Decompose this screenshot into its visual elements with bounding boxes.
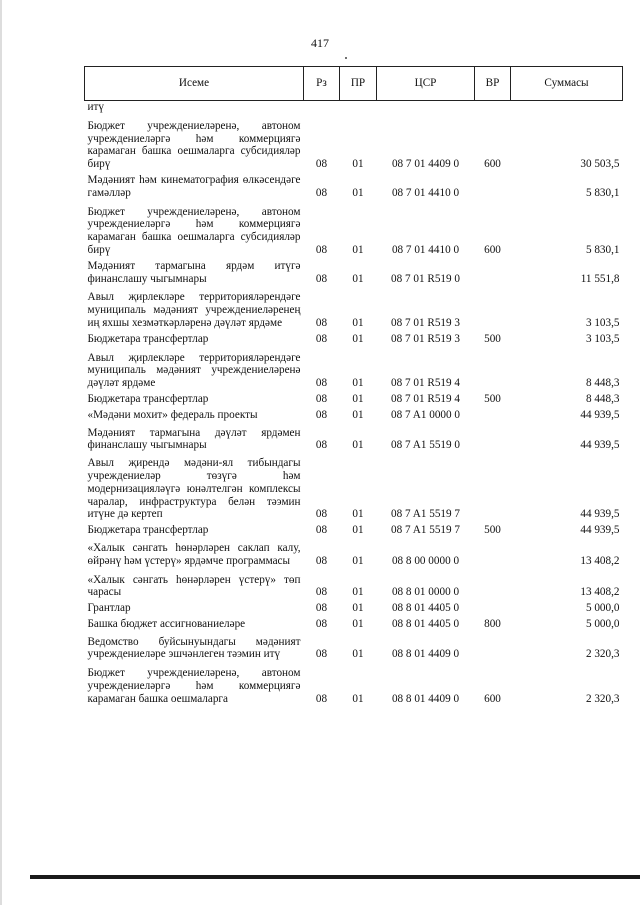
row-rz: 08 xyxy=(315,243,328,256)
row-vr xyxy=(475,422,511,453)
table-row xyxy=(85,615,623,631)
row-vr: 600 xyxy=(484,243,501,256)
row-csr: 08 8 01 0000 0 xyxy=(391,586,460,599)
row-sum: 30 503,5 xyxy=(580,158,620,171)
row-vr xyxy=(475,346,511,390)
row-rz: 08 xyxy=(315,186,328,199)
row-vr: 800 xyxy=(484,617,501,630)
row-csr: 08 7 01 R519 3 xyxy=(391,316,460,329)
row-pr: 01 xyxy=(352,586,364,599)
row-rz: 08 xyxy=(315,602,328,615)
table-row xyxy=(85,661,623,705)
table-row xyxy=(85,452,623,521)
row-sum: 44 939,5 xyxy=(580,439,620,452)
row-vr xyxy=(475,101,511,114)
row-name: итү xyxy=(87,101,104,113)
row-sum: 3 103,5 xyxy=(585,316,620,329)
row-csr: 08 7 01 4409 0 xyxy=(391,158,460,171)
row-name: Авыл җирлекләре территорияләрендәге муниципаль мәдәният учреждениеләренең иң яхшы хезмәткәрләренә дәүләт ярдәме xyxy=(87,291,301,329)
row-csr: 08 7 01 4410 0 xyxy=(391,186,460,199)
row-rz: 08 xyxy=(315,316,328,329)
row-name: Башка бюджет ассигнованиеләре xyxy=(87,617,246,630)
row-csr: 08 7 A1 5519 0 xyxy=(391,439,460,452)
table-row xyxy=(85,346,623,390)
row-rz: 08 xyxy=(315,377,328,390)
row-csr xyxy=(377,101,475,114)
table-row xyxy=(85,114,623,171)
header-name: Исеме xyxy=(85,67,304,101)
row-vr xyxy=(475,537,511,568)
row-rz: 08 xyxy=(315,272,328,285)
row-name: Бюджет учреждениеләренә, автоном учреждениеләргә һәм коммерциягә карамаган башка оешмаларга субсидияләр бирү xyxy=(87,119,301,171)
row-name: Мәдәният һәм кинематография өлкәсендәге гамәлләр xyxy=(87,173,301,199)
row-name: Мәдәният тармагына ярдәм итүгә финанслашу чыгымнары xyxy=(87,259,301,285)
table-row xyxy=(85,631,623,662)
row-pr: 01 xyxy=(352,377,364,390)
row-csr: 08 8 00 0000 0 xyxy=(391,554,460,567)
row-pr: 01 xyxy=(352,243,364,256)
row-csr: 08 8 01 4405 0 xyxy=(391,602,460,615)
row-csr: 08 8 01 4405 0 xyxy=(391,617,460,630)
row-pr: 01 xyxy=(352,524,364,537)
row-sum: 44 939,5 xyxy=(580,524,620,537)
table-row xyxy=(85,422,623,453)
row-vr: 600 xyxy=(484,692,501,705)
scan-dot xyxy=(345,57,347,59)
row-sum: 5 830,1 xyxy=(585,186,620,199)
row-sum: 5 000,0 xyxy=(585,602,620,615)
row-vr xyxy=(475,257,511,286)
row-sum: 3 103,5 xyxy=(585,332,620,345)
table-row xyxy=(85,568,623,600)
row-name: «Мәдәни мохит» федераль проекты xyxy=(87,408,258,421)
table-row xyxy=(85,330,623,346)
row-name: Бюджетара трансфертлар xyxy=(87,524,209,537)
row-pr: 01 xyxy=(352,617,364,630)
row-rz: 08 xyxy=(315,158,328,171)
table-row xyxy=(85,390,623,406)
row-name: Бюджет учреждениеләренә, автоном учреждениеләргә һәм коммерциягә карамаган башка оешмаларга субсидияләр бирү xyxy=(87,205,301,256)
row-pr: 01 xyxy=(352,186,364,199)
row-csr: 08 7 01 R519 4 xyxy=(391,377,460,390)
row-csr: 08 8 01 4409 0 xyxy=(391,648,460,661)
row-sum: 8 448,3 xyxy=(585,392,620,405)
row-csr: 08 7 01 R519 3 xyxy=(391,332,460,345)
row-rz: 08 xyxy=(315,586,328,599)
row-csr: 08 7 01 4410 0 xyxy=(391,243,460,256)
table-row xyxy=(85,200,623,257)
row-vr xyxy=(475,406,511,422)
row-vr xyxy=(475,568,511,600)
row-rz: 08 xyxy=(315,508,328,521)
row-name: Авыл җирлекләре территорияләрендәге муниципаль мәдәният учреждениеләренә дәүләт ярдәме xyxy=(87,351,301,390)
row-sum: 5 000,0 xyxy=(585,617,620,630)
table-row xyxy=(85,521,623,537)
row-vr xyxy=(475,599,511,615)
row-vr xyxy=(475,631,511,662)
row-vr: 500 xyxy=(484,332,501,345)
row-pr: 01 xyxy=(352,508,364,521)
row-name: Грантлар xyxy=(87,602,131,615)
row-csr: 08 7 A1 5519 7 xyxy=(391,508,460,521)
row-rz: 08 xyxy=(315,408,328,421)
row-sum: 2 320,3 xyxy=(585,648,620,661)
row-name: Бюджет учреждениеләренә, автоном учреждениеләргә һәм коммерциягә карамаган башка оешмаларга xyxy=(87,667,301,705)
row-sum: 13 408,2 xyxy=(580,586,620,599)
row-rz: 08 xyxy=(315,524,328,537)
row-pr: 01 xyxy=(352,554,364,567)
row-rz: 08 xyxy=(315,332,328,345)
row-csr: 08 7 01 R519 0 xyxy=(391,272,460,285)
page-number: 417 xyxy=(311,36,329,50)
row-csr: 08 8 01 4409 0 xyxy=(391,692,460,705)
row-pr: 01 xyxy=(352,332,364,345)
header-pr: ПР xyxy=(340,67,377,101)
row-csr: 08 7 01 R519 4 xyxy=(391,392,460,405)
row-name: «Халык сәнгать һөнәрләрен саклап калу, өйрәнү һәм үстерү» ярдәмче программасы xyxy=(87,541,301,567)
header-rz: Рз xyxy=(304,67,340,101)
row-vr: 600 xyxy=(484,158,501,171)
row-csr: 08 7 A1 5519 7 xyxy=(391,524,460,537)
row-name: Бюджетара трансфертлар xyxy=(87,392,209,405)
row-sum xyxy=(511,101,623,114)
row-rz: 08 xyxy=(315,692,328,705)
row-rz: 08 xyxy=(315,617,328,630)
table-row xyxy=(85,285,623,329)
header-sum: Суммасы xyxy=(511,67,623,101)
row-pr: 01 xyxy=(352,602,364,615)
row-name: Авыл җирендә мәдәни-ял тибындагы учреждениеләр төзүгә һәм модернизацияләүгә юнәлтелгән комплексы чаралар, инфраструктура белән тәэмин итүне дә кертеп xyxy=(87,457,301,521)
row-name: Ведомство буйсынуындагы мәдәният учреждениеләре эшчәнлеген тәэмин итү xyxy=(87,635,301,661)
row-pr: 01 xyxy=(352,392,364,405)
row-pr: 01 xyxy=(352,692,364,705)
scan-left-edge xyxy=(0,0,2,905)
row-name: «Халык сәнгать һөнәрләрен үстерү» төп чарасы xyxy=(87,573,301,599)
row-sum: 44 939,5 xyxy=(580,408,620,421)
row-sum: 11 551,8 xyxy=(580,272,620,285)
budget-table xyxy=(84,66,623,706)
row-name: Бюджетара трансфертлар xyxy=(87,332,209,345)
row-csr: 08 7 A1 0000 0 xyxy=(391,408,460,421)
row-sum: 2 320,3 xyxy=(585,692,620,705)
row-pr: 01 xyxy=(352,439,364,452)
row-vr xyxy=(475,452,511,521)
table-header xyxy=(85,67,623,101)
row-rz: 08 xyxy=(315,392,328,405)
row-vr: 500 xyxy=(484,392,501,405)
row-pr: 01 xyxy=(352,158,364,171)
row-vr xyxy=(475,171,511,200)
row-pr xyxy=(340,101,377,114)
row-rz: 08 xyxy=(315,554,328,567)
header-csr: ЦСР xyxy=(377,67,475,101)
row-sum: 44 939,5 xyxy=(580,508,620,521)
row-rz xyxy=(304,101,340,114)
header-vr: ВР xyxy=(475,67,511,101)
table-body xyxy=(85,101,623,706)
row-pr: 01 xyxy=(352,272,364,285)
table-row xyxy=(85,257,623,286)
row-vr xyxy=(475,285,511,329)
table-row xyxy=(85,599,623,615)
row-rz: 08 xyxy=(315,439,328,452)
table-row xyxy=(85,171,623,200)
row-sum: 13 408,2 xyxy=(580,554,620,567)
table-row xyxy=(85,537,623,568)
row-pr: 01 xyxy=(352,316,364,329)
table-row xyxy=(85,101,623,114)
row-pr: 01 xyxy=(352,408,364,421)
scan-bottom-bar xyxy=(30,875,640,879)
row-vr: 500 xyxy=(484,524,501,537)
row-name: Мәдәният тармагына дәүләт ярдәмен финанслашу чыгымнары xyxy=(87,426,301,452)
row-sum: 5 830,1 xyxy=(585,243,620,256)
row-pr: 01 xyxy=(352,648,364,661)
row-sum: 8 448,3 xyxy=(585,377,620,390)
row-rz: 08 xyxy=(315,648,328,661)
table-row xyxy=(85,406,623,422)
